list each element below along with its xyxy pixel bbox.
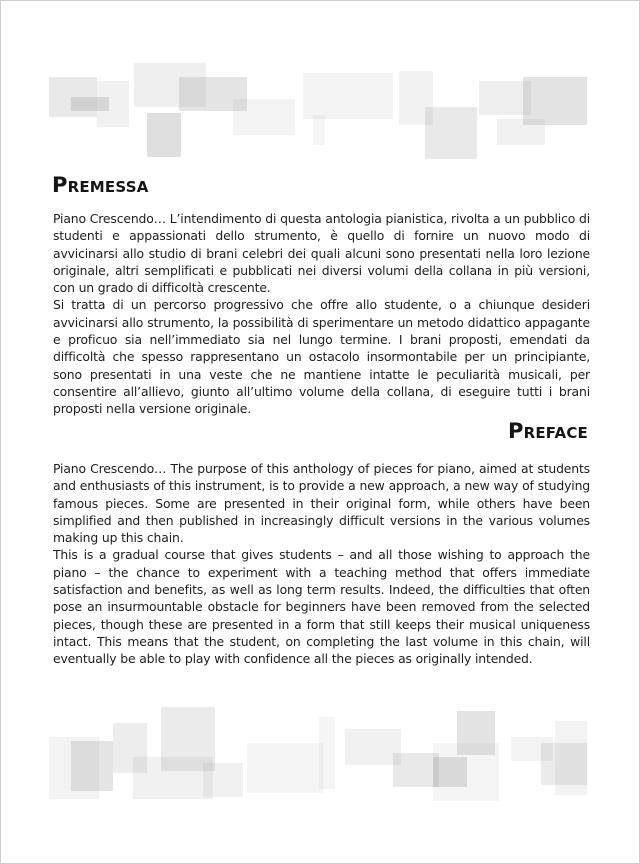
english-body (53, 460, 590, 668)
italian-paragraph: Si tratta di un percorso progressivo che offre allo studente, o a chiunque desideri avvicinarsi allo strumento, la possibilità di sperimentare un metodo didattico appagante e proficuo sia nell’immediato sia nel lungo termine. I brani proposti, emendati da difficoltà che spesso rappresentano un ostacolo insormontabile per un principiante, sono presentati in una veste che ne mantiene intatte le peculiarità musicali, per consentire all’allievo, giunto all’ultimo volume della collana, di eseguire tutti i brani proposti nella versione originale. (53, 297, 590, 417)
decor-square (523, 77, 587, 125)
decor-square (161, 707, 215, 771)
decor-square (71, 741, 113, 791)
section-heading-italian: Premessa (52, 173, 149, 197)
decor-square (233, 99, 295, 135)
decor-square (203, 763, 243, 797)
decorative-squares-top (1, 57, 640, 169)
decor-square (425, 107, 477, 159)
italian-paragraph: Piano Crescendo… L’intendimento di questa antologia pianistica, rivolta a un pubblico di studenti e appassionati dello strumento, è quello di fornire un nuovo modo di avvicinarsi allo studio di brani celebri dei quali alcuni sono presentati nella loro lezione originale, altri semplificati e pubblicati nei diversi volumi della collana in più versioni, con un grado di difficoltà crescente. (53, 211, 590, 296)
english-paragraph: Piano Crescendo… The purpose of this anthology of pieces for piano, aimed at students and enthusiasts of this instrument, is to provide a new approach, a new way of studying famous pieces. Some are presented in their original form, while others have been simplified and then published in increasingly difficult versions in the various volumes making up this chain. (53, 461, 590, 546)
decor-square (497, 119, 545, 145)
decor-square (303, 73, 393, 119)
english-paragraph: This is a gradual course that gives students – and all those wishing to approach the piano – the chance to experiment with a teaching method that offers immediate satisfaction and benefits, as well as long term results. Indeed, the difficulties that often pose an insurmountable obstacle for beginners have been removed from the selected pieces, though these are presented in a form that still keeps their musical uniqueness intact. This means that the student, on completing the last volume in this chain, will eventually be able to play with confidence all the pieces as originally intended. (53, 547, 590, 667)
decorative-squares-bottom (1, 701, 640, 813)
italian-body (53, 210, 590, 418)
decor-square (457, 711, 495, 755)
decor-square (319, 717, 335, 789)
decor-square (555, 721, 587, 795)
decor-square (97, 81, 129, 127)
decor-square (247, 743, 323, 793)
decor-square (147, 113, 181, 157)
decor-square (313, 115, 325, 145)
section-heading-english: Preface (508, 419, 588, 443)
